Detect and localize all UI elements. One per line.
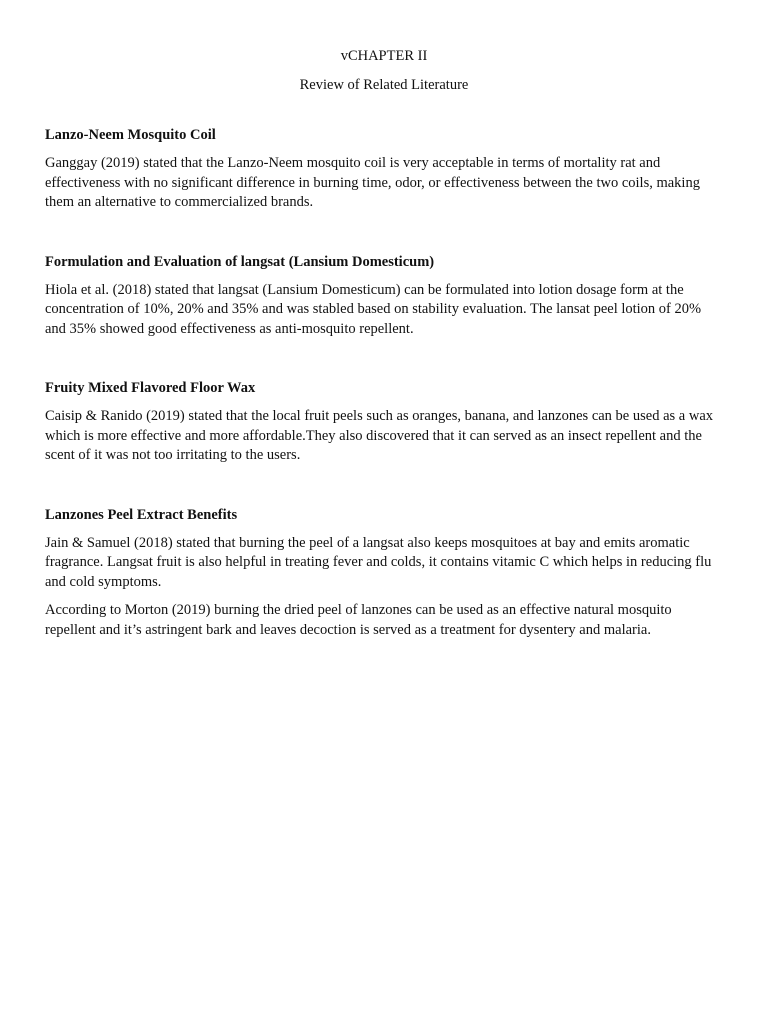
paragraph: Ganggay (2019) stated that the Lanzo-Neem mosquito coil is very acceptable in terms of mortality rat and effectiveness with no significant difference in burning time, odor, or effectiveness between the two coils, making them an alternative to commercialized brands. [45, 155, 700, 210]
section-langsat-formulation [45, 252, 723, 340]
section-heading: Lanzo-Neem Mosquito Coil [45, 127, 216, 143]
chapter-title: vCHAPTER II [340, 48, 428, 64]
paragraph: Caisip & Ranido (2019) stated that the local fruit peels such as oranges, banana, and lanzones can be used as a wax which is more effective and more affordable.They also discovered that it can served as an insect repellent and the scent of it was not too irritating to the users. [45, 408, 713, 463]
section-heading: Formulation and Evaluation of langsat (Lansium Domesticum) [45, 253, 435, 270]
section-floor-wax [45, 378, 723, 466]
paragraph: According to Morton (2019) burning the dried peel of lanzones can be used as an effective natural mosquito repellent and it’s astringent bark and leaves decoction is served as a treatment for dysentery and malaria. [45, 602, 672, 638]
section-lanzo-neem [45, 125, 723, 213]
chapter-subtitle: Review of Related Literature [299, 77, 469, 93]
paragraph: Hiola et al. (2018) stated that langsat (Lansium Domesticum) can be formulated into lotion dosage form at the concentration of 10%, 20% and 35% and was stabled based on stability evaluation. The lansat peel lotion of 20% and 35% showed good effectiveness as anti-mosquito repellent. [45, 281, 702, 337]
section-heading: Lanzones Peel Extract Benefits [45, 506, 238, 523]
paragraph: Jain & Samuel (2018) stated that burning the peel of a langsat also keeps mosquitoes at bay and emits aromatic fragrance. Langsat fruit is also helpful in treating fever and colds, it contains vitamic C which helps in reducing flu and cold symptoms. [45, 534, 712, 590]
section-peel-extract [45, 505, 723, 641]
section-heading: Fruity Mixed Flavored Floor Wax [45, 380, 256, 396]
